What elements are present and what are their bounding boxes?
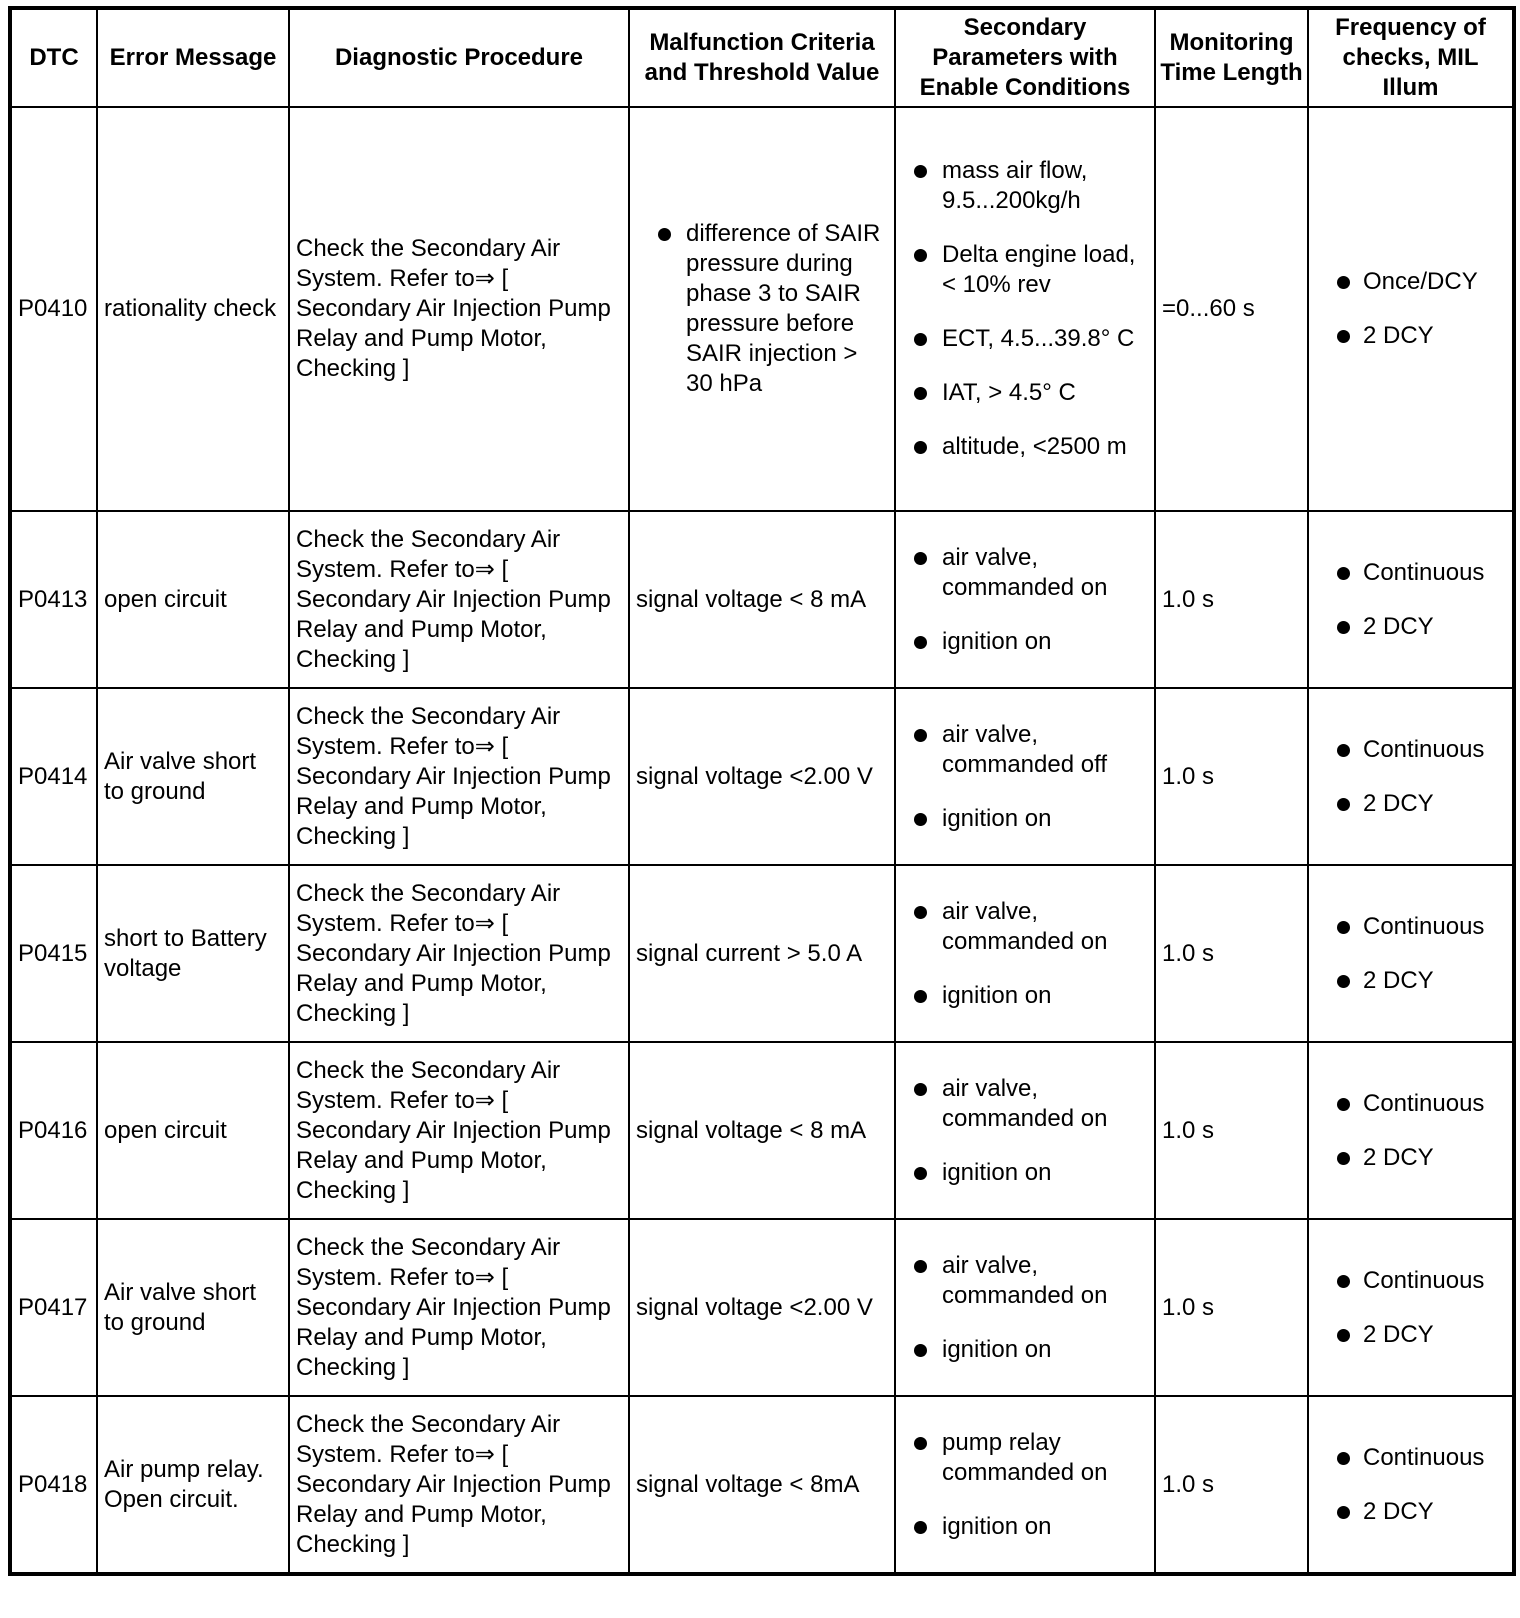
- table-row: [10, 107, 1514, 511]
- table-row: [10, 688, 1514, 865]
- freq-list: [1315, 1443, 1506, 1527]
- freq-item: 2 DCY: [1315, 612, 1506, 642]
- param-item: altitude, <2500 m: [902, 432, 1148, 462]
- header-row: [10, 8, 1514, 107]
- frequency: [1308, 688, 1514, 865]
- freq-item: 2 DCY: [1315, 1320, 1506, 1350]
- param-item: air valve, commanded on: [902, 543, 1148, 603]
- diagnostic-procedure: Check the Secondary Air System. Refer to⇒ [ Secondary Air Injection Pump Relay and Pump Motor, Checking ]: [289, 1219, 629, 1396]
- freq-list: [1315, 912, 1506, 996]
- dtc-code: P0417: [10, 1219, 97, 1396]
- frequency: [1308, 865, 1514, 1042]
- dtc-code: P0415: [10, 865, 97, 1042]
- malfunction-criteria: signal voltage < 8mA: [629, 1396, 895, 1574]
- error-message: Air valve short to ground: [97, 1219, 289, 1396]
- monitoring-time: 1.0 s: [1155, 1042, 1308, 1219]
- secondary-parameters: [895, 865, 1155, 1042]
- param-item: air valve, commanded on: [902, 1251, 1148, 1311]
- params-list: [902, 156, 1148, 462]
- diagnostic-procedure: Check the Secondary Air System. Refer to⇒ [ Secondary Air Injection Pump Relay and Pump Motor, Checking ]: [289, 688, 629, 865]
- table-row: [10, 1219, 1514, 1396]
- param-item: mass air flow, 9.5...200kg/h: [902, 156, 1148, 216]
- freq-item: 2 DCY: [1315, 789, 1506, 819]
- param-item: air valve, commanded on: [902, 1074, 1148, 1134]
- param-item: ignition on: [902, 627, 1148, 657]
- error-message: Air valve short to ground: [97, 688, 289, 865]
- header-monitoring-time: Monitoring Time Length: [1155, 8, 1308, 107]
- diagnostic-procedure: Check the Secondary Air System. Refer to⇒ [ Secondary Air Injection Pump Relay and Pump Motor, Checking ]: [289, 107, 629, 511]
- param-item: air valve, commanded off: [902, 720, 1148, 780]
- freq-list: [1315, 558, 1506, 642]
- freq-item: Continuous: [1315, 1266, 1506, 1296]
- malfunction-criteria: signal voltage < 8 mA: [629, 1042, 895, 1219]
- header-malfunction-criteria: Malfunction Criteria and Threshold Value: [629, 8, 895, 107]
- frequency: [1308, 1042, 1514, 1219]
- param-item: ignition on: [902, 804, 1148, 834]
- monitoring-time: =0...60 s: [1155, 107, 1308, 511]
- freq-item: 2 DCY: [1315, 966, 1506, 996]
- criteria-item: difference of SAIR pressure during phase 3 to SAIR pressure before SAIR injection > 30 hPa: [636, 219, 888, 399]
- param-item: ignition on: [902, 1512, 1148, 1542]
- diagnostic-procedure: Check the Secondary Air System. Refer to⇒ [ Secondary Air Injection Pump Relay and Pump Motor, Checking ]: [289, 1396, 629, 1574]
- monitoring-time: 1.0 s: [1155, 511, 1308, 688]
- params-list: [902, 897, 1148, 1011]
- dtc-table: [8, 6, 1516, 1576]
- freq-item: Continuous: [1315, 735, 1506, 765]
- dtc-code: P0418: [10, 1396, 97, 1574]
- param-item: pump relay commanded on: [902, 1428, 1148, 1488]
- param-item: IAT, > 4.5° C: [902, 378, 1148, 408]
- malfunction-criteria: signal voltage < 8 mA: [629, 511, 895, 688]
- freq-list: [1315, 1089, 1506, 1173]
- secondary-parameters: [895, 1042, 1155, 1219]
- params-list: [902, 1074, 1148, 1188]
- error-message: short to Battery voltage: [97, 865, 289, 1042]
- diagnostic-procedure: Check the Secondary Air System. Refer to⇒ [ Secondary Air Injection Pump Relay and Pump Motor, Checking ]: [289, 1042, 629, 1219]
- frequency: [1308, 107, 1514, 511]
- secondary-parameters: [895, 1396, 1155, 1574]
- dtc-code: P0413: [10, 511, 97, 688]
- freq-item: Continuous: [1315, 1443, 1506, 1473]
- secondary-parameters: [895, 688, 1155, 865]
- secondary-parameters: [895, 107, 1155, 511]
- freq-list: [1315, 735, 1506, 819]
- header-error-message: Error Message: [97, 8, 289, 107]
- params-list: [902, 1251, 1148, 1365]
- freq-list: [1315, 1266, 1506, 1350]
- header-secondary-parameters: Secondary Parameters with Enable Conditions: [895, 8, 1155, 107]
- freq-item: 2 DCY: [1315, 321, 1506, 351]
- malfunction-criteria: signal voltage <2.00 V: [629, 1219, 895, 1396]
- header-diagnostic-procedure: Diagnostic Procedure: [289, 8, 629, 107]
- error-message: open circuit: [97, 1042, 289, 1219]
- monitoring-time: 1.0 s: [1155, 1219, 1308, 1396]
- dtc-code: P0414: [10, 688, 97, 865]
- freq-list: [1315, 267, 1506, 351]
- malfunction-criteria: signal current > 5.0 A: [629, 865, 895, 1042]
- frequency: [1308, 511, 1514, 688]
- param-item: ECT, 4.5...39.8° C: [902, 324, 1148, 354]
- error-message: Air pump relay. Open circuit.: [97, 1396, 289, 1574]
- frequency: [1308, 1396, 1514, 1574]
- freq-item: Continuous: [1315, 1089, 1506, 1119]
- secondary-parameters: [895, 1219, 1155, 1396]
- error-message: open circuit: [97, 511, 289, 688]
- monitoring-time: 1.0 s: [1155, 865, 1308, 1042]
- malfunction-criteria: signal voltage <2.00 V: [629, 688, 895, 865]
- param-item: ignition on: [902, 1158, 1148, 1188]
- freq-item: Continuous: [1315, 912, 1506, 942]
- table-row: [10, 1042, 1514, 1219]
- frequency: [1308, 1219, 1514, 1396]
- header-dtc: DTC: [10, 8, 97, 107]
- freq-item: 2 DCY: [1315, 1497, 1506, 1527]
- header-frequency: Frequency of checks, MIL Illum: [1308, 8, 1514, 107]
- freq-item: Once/DCY: [1315, 267, 1506, 297]
- params-list: [902, 1428, 1148, 1542]
- table-body: [10, 107, 1514, 1574]
- freq-item: Continuous: [1315, 558, 1506, 588]
- table-row: [10, 1396, 1514, 1574]
- param-item: Delta engine load, < 10% rev: [902, 240, 1148, 300]
- freq-item: 2 DCY: [1315, 1143, 1506, 1173]
- table-row: [10, 865, 1514, 1042]
- param-item: ignition on: [902, 1335, 1148, 1365]
- error-message: rationality check: [97, 107, 289, 511]
- dtc-code: P0410: [10, 107, 97, 511]
- diagnostic-procedure: Check the Secondary Air System. Refer to⇒ [ Secondary Air Injection Pump Relay and Pump Motor, Checking ]: [289, 865, 629, 1042]
- secondary-parameters: [895, 511, 1155, 688]
- param-item: ignition on: [902, 981, 1148, 1011]
- monitoring-time: 1.0 s: [1155, 1396, 1308, 1574]
- malfunction-criteria: [629, 107, 895, 511]
- criteria-list: [636, 219, 888, 399]
- monitoring-time: 1.0 s: [1155, 688, 1308, 865]
- dtc-code: P0416: [10, 1042, 97, 1219]
- param-item: air valve, commanded on: [902, 897, 1148, 957]
- diagnostic-procedure: Check the Secondary Air System. Refer to⇒ [ Secondary Air Injection Pump Relay and Pump Motor, Checking ]: [289, 511, 629, 688]
- params-list: [902, 543, 1148, 657]
- table-row: [10, 511, 1514, 688]
- params-list: [902, 720, 1148, 834]
